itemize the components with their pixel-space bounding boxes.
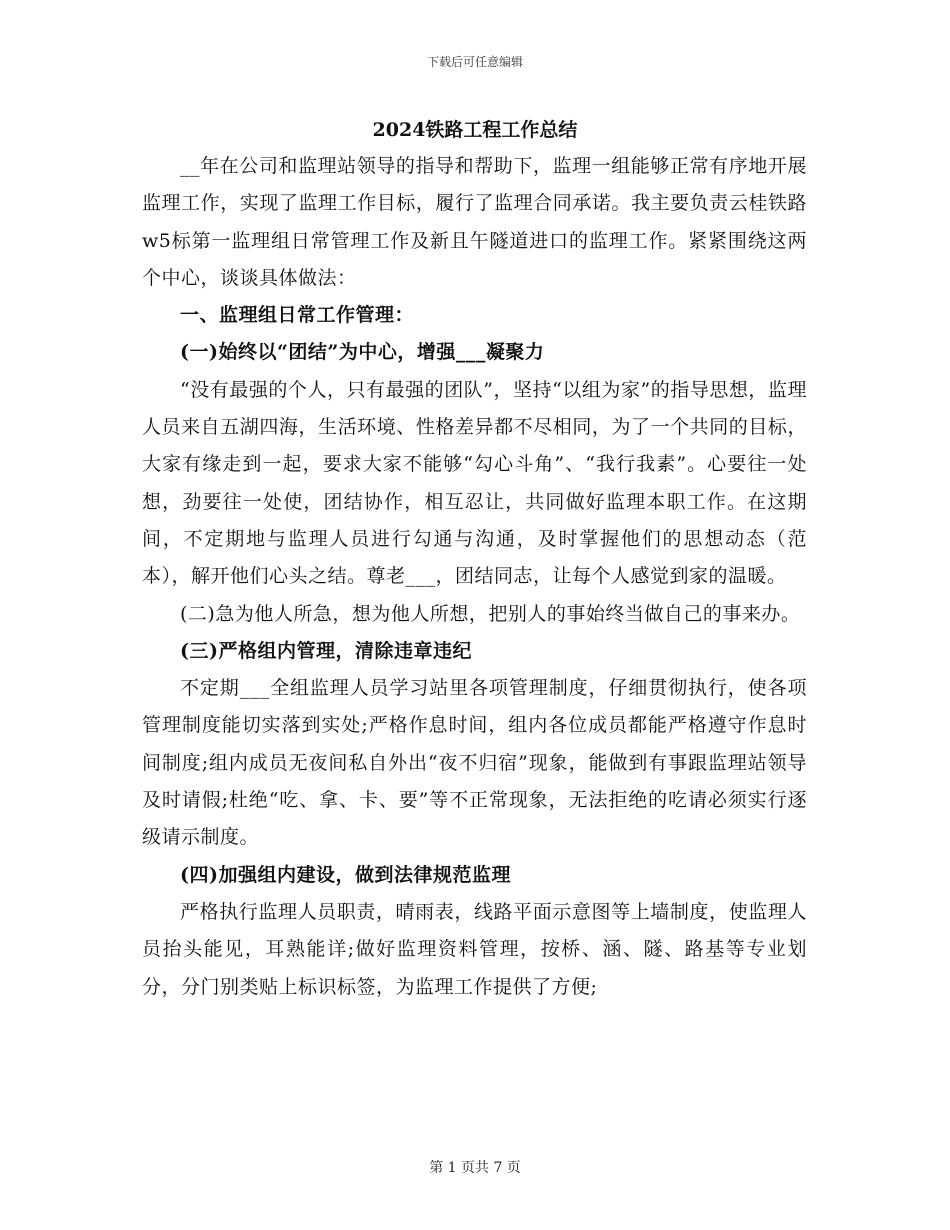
body-paragraph: “没有最强的个人，只有最强的团队”，坚持“以组为家”的指导思想，监理人员来自五湖四海，生活环境、性格差异都不尽相同，为了一个共同的目标，大家有缘走到一起，要求大家不能够“勾心斗角”、“我行我素”。心要往一处想，劲要往一处使，团结协作，相互忍让，共同做好监理本职工作。在这期间，不定期地与监理人员进行勾通与沟通，及时掌握他们的思想动态（范本），解开他们心头之结。尊老___，团结同志，让每个人感觉到家的温暖。 — [142, 378, 807, 588]
header-note: 下载后可任意编辑 — [426, 55, 523, 69]
intro-paragraph: __年在公司和监理站领导的指导和帮助下，监理一组能够正常有序地开展监理工作，实现了监理工作目标，履行了监理合同承诺。我主要负责云桂铁路w5标第一监理组日常管理工作及新且午隧道进口的监理工作。紧紧围绕这两个中心，谈谈具体做法： — [142, 155, 807, 289]
subsection-heading: (四)加强组内建设，做到法律规范监理 — [180, 863, 511, 886]
subsection-heading: (三)严格组内管理，清除违章违纪 — [180, 639, 472, 662]
page-footer: 第 1 页共 7 页 — [429, 1160, 521, 1176]
body-paragraph: 严格执行监理人员职责，晴雨表，线路平面示意图等上墙制度，使监理人员抬头能见，耳熟能详;做好监理资料管理，按桥、涵、隧、路基等专业划分，分门别类贴上标识标签，为监理工作提供了方便; — [142, 900, 807, 998]
body-paragraph: (二)急为他人所急，想为他人所想，把别人的事始终当做自己的事来办。 — [180, 602, 801, 625]
document-body — [142, 148, 807, 1006]
section-heading: 一、监理组日常工作管理： — [180, 304, 415, 327]
body-paragraph: 不定期___全组监理人员学习站里各项管理制度，仔细贯彻执行，使各项管理制度能切实落到实处;严格作息时间，组内各位成员都能严格遵守作息时间制度;组内成员无夜间私自外出“夜不归宿”现象，能做到有事跟监理站领导及时请假;杜绝“吃、拿、卡、要”等不正常现象，无法拒绝的吃请必须实行逐级请示制度。 — [142, 677, 807, 849]
subsection-heading: (一)始终以“团结”为中心，增强___凝聚力 — [180, 341, 545, 364]
document-title: 2024铁路工程工作总结 — [372, 119, 578, 141]
